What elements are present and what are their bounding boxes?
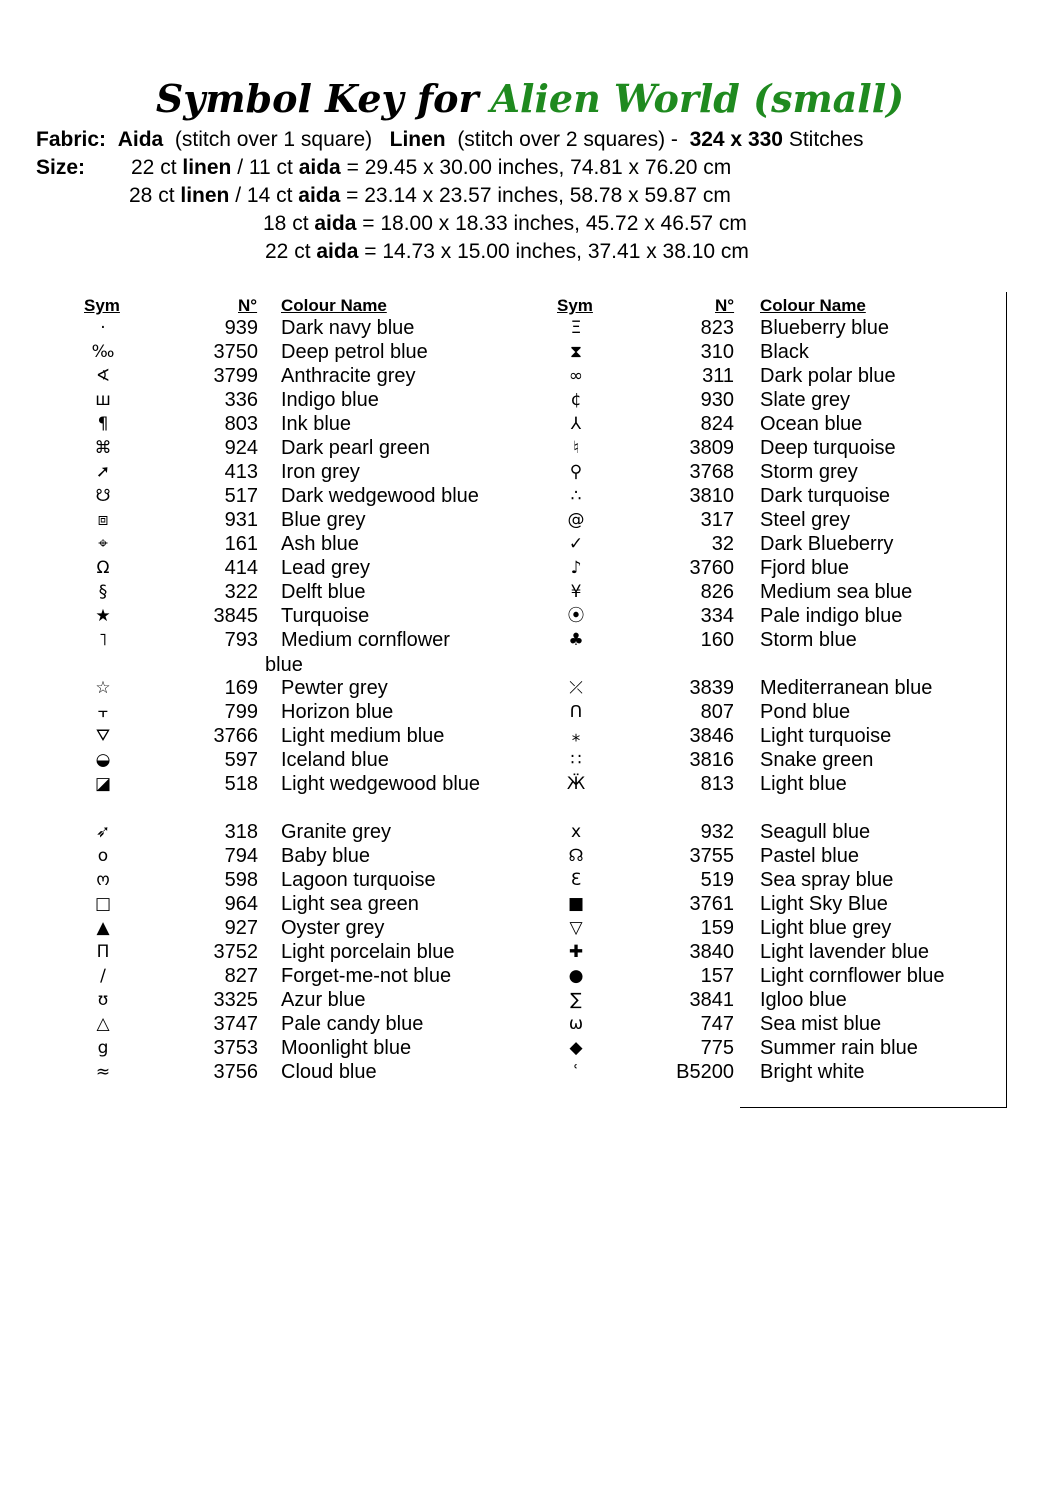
colour-name: Azur blue: [281, 989, 366, 1011]
dmc-number: 927: [224, 917, 258, 939]
colour-name: Light wedgewood blue: [281, 773, 481, 795]
dmc-number: 807: [700, 701, 734, 723]
symbol-icon: ∞: [568, 366, 584, 386]
symbol-icon: Ω: [96, 558, 110, 578]
dmc-number: 3846: [689, 725, 734, 747]
symbol-icon: ✓: [568, 534, 584, 554]
size-line-2: 28 ct linen / 14 ct aida = 23.14 x 23.57 inches, 58.78 x 59.87 cm: [129, 184, 731, 207]
colour-name: Pewter grey: [281, 677, 388, 699]
symbol-icon: ‰: [91, 342, 115, 362]
dmc-number: 3747: [213, 1013, 258, 1035]
dmc-number: 813: [700, 773, 734, 795]
colour-name: Storm blue: [760, 629, 857, 651]
colour-name: Cloud blue: [281, 1061, 377, 1083]
colour-name: Indigo blue: [281, 389, 379, 411]
symbol-icon: ☆: [95, 678, 111, 698]
dmc-number: 803: [224, 413, 258, 435]
fabric-aida: Aida: [117, 128, 164, 151]
title-prefix: Symbol Key for: [155, 76, 479, 121]
dmc-number: 517: [224, 485, 258, 507]
colour-name: Dark wedgewood blue: [281, 485, 479, 507]
dmc-number: 169: [224, 677, 258, 699]
colour-name: Pastel blue: [760, 845, 859, 867]
colour-name: Light Sky Blue: [760, 893, 888, 915]
dmc-number: 794: [224, 845, 258, 867]
symbol-icon: ¥: [570, 582, 582, 602]
size-line-4: 22 ct aida = 14.73 x 15.00 inches, 37.41 x 38.10 cm: [265, 240, 749, 263]
dmc-number: 824: [700, 413, 734, 435]
colour-name: Dark turquoise: [760, 485, 891, 507]
colour-name: Granite grey: [281, 821, 392, 843]
symbol-icon: ˥: [98, 630, 108, 650]
dmc-number: 3760: [689, 557, 734, 579]
colour-name: Dark polar blue: [760, 365, 896, 387]
dmc-number: 931: [224, 509, 258, 531]
colour-name: Mediterranean blue: [760, 677, 933, 699]
colour-name: Igloo blue: [760, 989, 847, 1011]
dmc-number: 159: [700, 917, 734, 939]
dmc-number: 799: [224, 701, 258, 723]
symbol-icon: ■: [567, 894, 585, 914]
colour-name: Lagoon turquoise: [281, 869, 436, 891]
dmc-number: 924: [224, 437, 258, 459]
colour-name: Medium cornflower: [281, 629, 450, 651]
stitches-word: Stitches: [788, 128, 864, 151]
dmc-number: 3845: [213, 605, 258, 627]
colour-name: Ink blue: [281, 413, 352, 435]
symbol-icon: ¢: [570, 390, 582, 410]
symbol-icon: ⧗: [570, 342, 582, 362]
dmc-number: 3799: [213, 365, 258, 387]
dmc-number: 310: [700, 341, 734, 363]
colour-name: Black: [760, 341, 809, 363]
colour-name: Lead grey: [281, 557, 370, 579]
symbol-icon: ∷: [570, 750, 582, 770]
symbol-icon: ⦿: [567, 606, 585, 626]
colour-name: Snake green: [760, 749, 874, 771]
colour-name: Iron grey: [281, 461, 360, 483]
fabric-line: [36, 126, 864, 154]
colour-name: Fjord blue: [760, 557, 849, 579]
colour-name: Bright white: [760, 1061, 865, 1083]
right-sym-header: Sym: [557, 296, 593, 315]
right-border-line: [1006, 292, 1007, 1108]
dmc-number: B5200: [676, 1061, 734, 1083]
dmc-number: 827: [224, 965, 258, 987]
symbol-icon: □: [94, 894, 112, 914]
symbol-icon: x: [570, 822, 582, 842]
colour-name: Light sea green: [281, 893, 419, 915]
symbol-icon: ʿ: [573, 1062, 579, 1082]
symbol-icon: ⁎: [571, 726, 581, 746]
symbol-icon: ⌖: [98, 534, 108, 554]
colour-name: Sea spray blue: [760, 869, 894, 891]
symbol-icon: o: [97, 846, 109, 866]
dmc-number: 3809: [689, 437, 734, 459]
dmc-number: 3756: [213, 1061, 258, 1083]
dmc-number: 823: [700, 317, 734, 339]
colour-name: Sea mist blue: [760, 1013, 882, 1035]
dmc-number: 3755: [689, 845, 734, 867]
fabric-label: Fabric:: [36, 128, 107, 151]
dmc-number: 311: [702, 365, 734, 387]
symbol-icon: ω: [568, 1014, 584, 1034]
dmc-number: 3810: [689, 485, 734, 507]
dmc-number: 318: [224, 821, 258, 843]
symbol-icon: Ξ: [570, 318, 582, 338]
dmc-number: 157: [700, 965, 734, 987]
colour-name: Dark pearl green: [281, 437, 430, 459]
symbol-icon: ★: [95, 606, 111, 626]
dmc-number: 930: [700, 389, 734, 411]
colour-name: Delft blue: [281, 581, 366, 603]
symbol-icon: ⌘: [94, 438, 112, 458]
colour-name: Pale candy blue: [281, 1013, 424, 1035]
symbol-icon: ⫟: [97, 702, 109, 722]
colour-name: Slate grey: [760, 389, 851, 411]
colour-name: Summer rain blue: [760, 1037, 918, 1059]
dmc-number: 317: [700, 509, 734, 531]
symbol-icon: ▽: [569, 918, 583, 938]
dmc-number: 414: [224, 557, 258, 579]
symbol-icon: ∢: [95, 366, 111, 386]
size-line-3: 18 ct aida = 18.00 x 18.33 inches, 45.72 x 46.57 cm: [263, 212, 747, 235]
colour-name: Baby blue: [281, 845, 370, 867]
colour-name: Moonlight blue: [281, 1037, 412, 1059]
fabric-aida-note: (stitch over 1 square): [174, 128, 373, 151]
colour-name: Pond blue: [760, 701, 851, 723]
symbol-icon: ⅄: [570, 414, 582, 434]
dmc-number: 932: [700, 821, 734, 843]
colour-name: Light turquoise: [760, 725, 892, 747]
dmc-number: 3761: [689, 893, 734, 915]
colour-name: Ash blue: [281, 533, 359, 555]
dmc-number: 747: [700, 1013, 734, 1035]
symbol-icon: ◒: [95, 750, 111, 770]
left-name-continuation: blue: [265, 654, 303, 676]
dmc-number: 161: [224, 533, 258, 555]
symbol-icon: @: [567, 510, 585, 530]
fabric-linen: Linen: [389, 128, 446, 151]
symbol-icon: g: [97, 1038, 109, 1058]
dmc-number: 3816: [689, 749, 734, 771]
fabric-linen-note: (stitch over 2 squares) -: [457, 128, 678, 151]
colour-name: Blue grey: [281, 509, 366, 531]
colour-name: Pale indigo blue: [760, 605, 903, 627]
left-sym-header: Sym: [84, 296, 120, 315]
colour-name: Storm grey: [760, 461, 858, 483]
dmc-number: 518: [224, 773, 258, 795]
symbol-icon: ▲: [96, 918, 110, 938]
dmc-number: 598: [224, 869, 258, 891]
symbol-icon: ო: [96, 870, 110, 890]
symbol-icon: ∑: [570, 990, 582, 1010]
symbol-icon: ш: [95, 390, 111, 410]
symbol-icon: ⤫: [569, 678, 583, 698]
dmc-number: 793: [224, 629, 258, 651]
colour-name: Blueberry blue: [760, 317, 889, 339]
dmc-number: 3753: [213, 1037, 258, 1059]
size-line-1: 22 ct linen / 11 ct aida = 29.45 x 30.00 inches, 74.81 x 76.20 cm: [131, 156, 732, 179]
symbol-icon: ➶: [95, 822, 111, 842]
symbol-icon: △: [96, 1014, 110, 1034]
colour-name: Anthracite grey: [281, 365, 416, 387]
colour-name: Turquoise: [281, 605, 370, 627]
dmc-number: 3840: [689, 941, 734, 963]
dmc-number: 3841: [689, 989, 734, 1011]
dmc-number: 160: [700, 629, 734, 651]
dmc-number: 826: [700, 581, 734, 603]
dmc-number: 322: [224, 581, 258, 603]
right-num-header: N°: [715, 296, 735, 315]
colour-name: Light cornflower blue: [760, 965, 945, 987]
symbol-icon: ✚: [568, 942, 584, 962]
colour-name: Horizon blue: [281, 701, 394, 723]
symbol-icon: ♪: [570, 558, 582, 578]
colour-name: Ocean blue: [760, 413, 863, 435]
dmc-number: 32: [711, 533, 734, 555]
symbol-icon: ◆: [569, 1038, 583, 1058]
colour-name: Oyster grey: [281, 917, 385, 939]
colour-name: Dark navy blue: [281, 317, 415, 339]
dmc-number: 597: [224, 749, 258, 771]
colour-name: Light blue: [760, 773, 847, 795]
dmc-number: 964: [224, 893, 258, 915]
symbol-icon: ∕: [100, 966, 106, 986]
dmc-number: 3768: [689, 461, 734, 483]
left-num-header: N°: [238, 296, 258, 315]
symbol-icon: Π: [96, 942, 110, 962]
symbol-icon: ≈: [95, 1062, 111, 1082]
colour-name: Light lavender blue: [760, 941, 930, 963]
symbol-icon: ●: [568, 966, 584, 986]
colour-name: Deep petrol blue: [281, 341, 428, 363]
symbol-icon: ♣: [568, 630, 584, 650]
symbol-icon: ⧈: [97, 510, 109, 530]
colour-name: Light porcelain blue: [281, 941, 455, 963]
colour-name: Light blue grey: [760, 917, 892, 939]
symbol-icon: ♮: [572, 438, 580, 458]
symbol-icon: ◪: [94, 774, 112, 794]
pattern-name: Alien World (small): [490, 76, 905, 121]
dmc-number: 3752: [213, 941, 258, 963]
colour-name: Forget-me-not blue: [281, 965, 452, 987]
symbol-icon: ⚲: [569, 462, 583, 482]
right-name-header: Colour Name: [760, 296, 866, 315]
colour-name: Light medium blue: [281, 725, 445, 747]
bottom-border-line: [740, 1107, 1007, 1108]
dmc-number: 336: [224, 389, 258, 411]
size-label: Size:: [36, 156, 86, 179]
dmc-number: 3766: [213, 725, 258, 747]
symbol-icon: ʊ: [97, 990, 109, 1010]
symbol-icon: ➚: [95, 462, 111, 482]
symbol-icon: ᑎ: [569, 702, 583, 722]
colour-name: Steel grey: [760, 509, 851, 531]
symbol-icon: §: [98, 582, 108, 602]
symbol-icon: Ɛ: [570, 870, 582, 890]
dmc-number: 334: [700, 605, 734, 627]
symbol-icon: ⛛: [95, 726, 111, 746]
dmc-number: 519: [700, 869, 734, 891]
symbol-icon: ¶: [97, 414, 109, 434]
dmc-number: 3750: [213, 341, 258, 363]
dmc-number: 3839: [689, 677, 734, 699]
symbol-icon: ·: [100, 318, 106, 338]
colour-name: Seagull blue: [760, 821, 871, 843]
stitch-count: 324 x 330: [689, 128, 783, 151]
left-name-header: Colour Name: [281, 296, 387, 315]
dmc-number: 939: [224, 317, 258, 339]
dmc-number: 3325: [213, 989, 258, 1011]
symbol-icon: ☋: [95, 486, 111, 506]
colour-name: Iceland blue: [281, 749, 389, 771]
colour-name: Dark Blueberry: [760, 533, 894, 555]
dmc-number: 413: [224, 461, 258, 483]
symbol-icon: ∴: [570, 486, 582, 506]
colour-name: Deep turquoise: [760, 437, 896, 459]
symbol-icon: Ӝ: [566, 774, 586, 794]
symbol-icon: ☊: [568, 846, 584, 866]
dmc-number: 775: [700, 1037, 734, 1059]
colour-name: Medium sea blue: [760, 581, 913, 603]
